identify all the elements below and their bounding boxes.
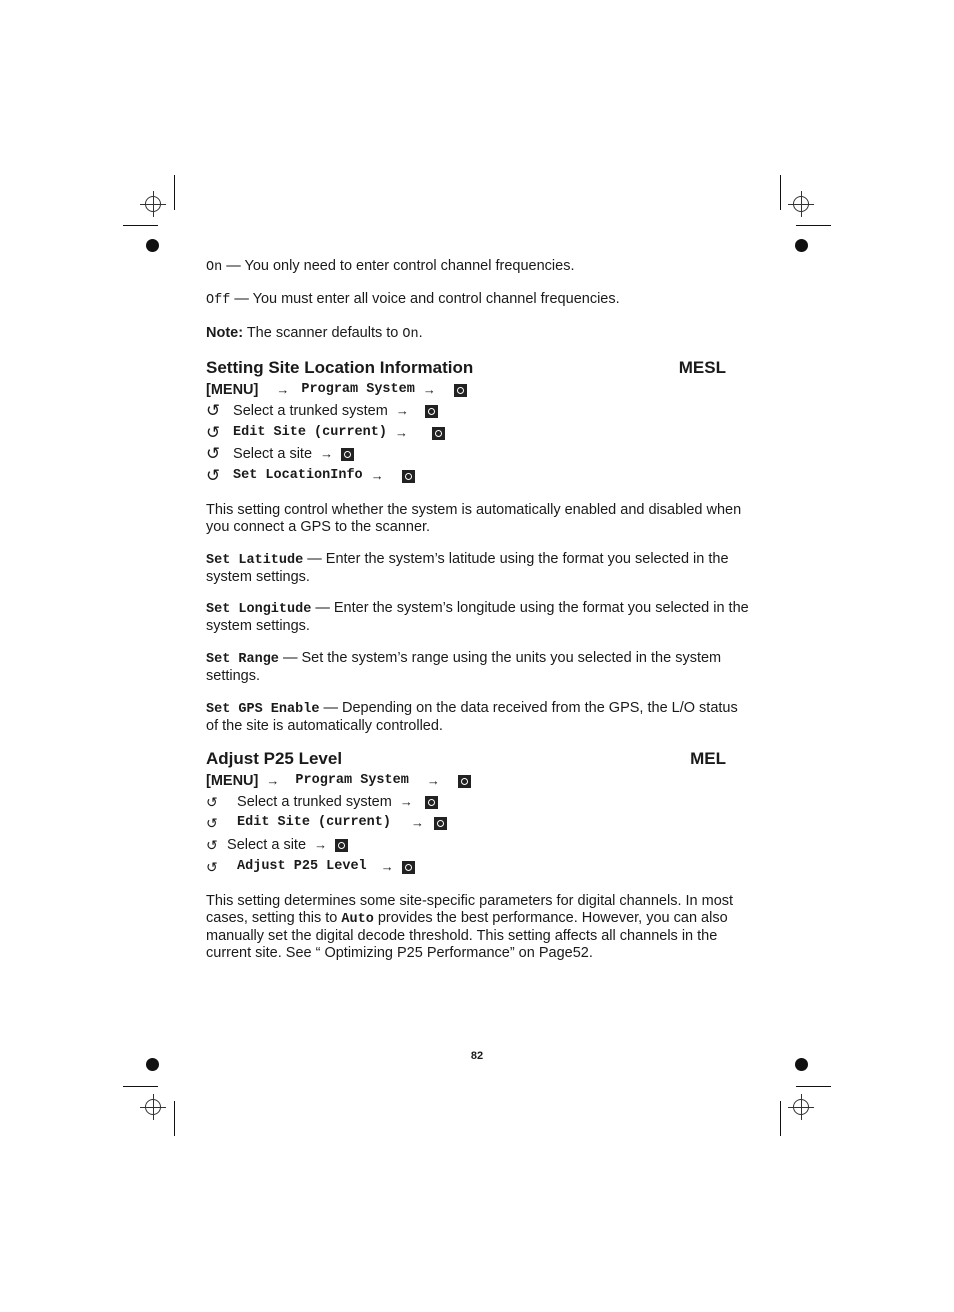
menu-shortcut-code: MESL bbox=[678, 358, 726, 377]
step-adjust-p25-label: Adjust P25 Level bbox=[237, 859, 367, 875]
section-title: Adjust P25 Level bbox=[206, 749, 343, 768]
option-on bbox=[206, 258, 751, 276]
item-code: Set Range bbox=[206, 652, 279, 667]
menu-key: [MENU] bbox=[206, 382, 259, 399]
rotate-knob-icon: ↺ bbox=[206, 466, 221, 486]
option-on-text: — You only need to enter control channel frequencies. bbox=[222, 258, 575, 274]
arrow-right-icon: → bbox=[395, 403, 409, 419]
step-menu bbox=[206, 380, 467, 400]
note-label: Note: bbox=[206, 325, 244, 341]
select-button-icon bbox=[454, 384, 467, 397]
note-end: . bbox=[418, 325, 423, 341]
step-edit-site bbox=[206, 423, 445, 443]
arrow-right-icon: → bbox=[276, 382, 290, 398]
rotate-knob-icon: ↺ bbox=[206, 444, 221, 464]
menu-key: [MENU] bbox=[206, 773, 259, 790]
note-text: The scanner defaults to bbox=[243, 325, 403, 341]
step-select-trunked-label: Select a trunked system bbox=[237, 794, 392, 811]
section1-intro: This setting control whether the system is automatically enabled and disabled when you connect a GPS to the scanner. bbox=[206, 502, 742, 535]
option-off-code: Off bbox=[206, 293, 231, 308]
registration-mark-top-left bbox=[145, 196, 161, 212]
select-button-icon bbox=[434, 817, 447, 830]
para-text-b: provides the best performance. However, you can also manually set the digital decode threshold. This setting affects all channels in the current site. See “ Optimizing P25 Performance” on Page52. bbox=[206, 910, 728, 961]
step-select-site bbox=[206, 444, 354, 464]
step-select-site-label: Select a site bbox=[227, 837, 307, 854]
select-button-icon bbox=[341, 448, 354, 461]
step-edit-site bbox=[206, 813, 447, 833]
item-code: Set Latitude bbox=[206, 553, 304, 568]
registration-mark-bottom-right bbox=[793, 1099, 809, 1115]
crop-line-top-right-h bbox=[796, 225, 831, 226]
item-set-gps-enable bbox=[206, 700, 751, 735]
step-select-trunked-label: Select a trunked system bbox=[233, 403, 388, 420]
arrow-right-icon: → bbox=[422, 382, 436, 398]
select-button-icon bbox=[458, 775, 471, 788]
option-off-text: — You must enter all voice and control channel frequencies. bbox=[230, 291, 620, 307]
option-off bbox=[206, 291, 751, 309]
registration-mark-top-right bbox=[793, 196, 809, 212]
section-title: Setting Site Location Information bbox=[206, 358, 474, 377]
registration-dot-top-right bbox=[795, 239, 808, 252]
arrow-right-icon: → bbox=[426, 773, 440, 789]
select-button-icon bbox=[425, 796, 438, 809]
select-button-icon bbox=[335, 839, 348, 852]
arrow-right-icon: → bbox=[380, 859, 394, 875]
registration-dot-top-left bbox=[146, 239, 159, 252]
step-select-trunked bbox=[206, 401, 438, 421]
para-text-a: This setting determines some site-specific parameters for digital channels. In most cases, setting this to bbox=[206, 893, 734, 926]
step-select-site bbox=[206, 835, 348, 855]
item-set-range bbox=[206, 650, 751, 685]
crop-line-bottom-left-h bbox=[123, 1086, 158, 1087]
step-edit-site-label: Edit Site (current) bbox=[233, 425, 387, 441]
select-button-icon bbox=[402, 470, 415, 483]
step-menu bbox=[206, 771, 471, 791]
crop-line-top-left-h bbox=[123, 225, 158, 226]
crop-line-bottom-right-v bbox=[780, 1101, 781, 1136]
registration-mark-bottom-left bbox=[145, 1099, 161, 1115]
option-on-code: On bbox=[206, 260, 223, 275]
note-code: On bbox=[402, 327, 419, 342]
arrow-right-icon: → bbox=[370, 468, 384, 484]
step-program-system: Program System bbox=[295, 773, 409, 789]
step-adjust-p25 bbox=[206, 857, 415, 877]
arrow-right-icon: → bbox=[399, 794, 413, 810]
para-code-auto: Auto bbox=[341, 912, 374, 927]
step-select-site-label: Select a site bbox=[233, 446, 313, 463]
item-set-latitude bbox=[206, 551, 751, 586]
arrow-right-icon: → bbox=[314, 837, 328, 853]
step-edit-site-label: Edit Site (current) bbox=[237, 815, 391, 831]
arrow-right-icon: → bbox=[320, 446, 334, 462]
menu-shortcut-code: MEL bbox=[690, 749, 726, 768]
arrow-right-icon: → bbox=[395, 425, 408, 441]
step-select-trunked bbox=[206, 792, 438, 812]
crop-line-top-right-v bbox=[780, 175, 781, 210]
arrow-right-icon: → bbox=[266, 773, 280, 789]
page-number: 82 bbox=[470, 1050, 484, 1062]
rotate-knob-icon: ↺ bbox=[206, 815, 218, 832]
section-heading-adjust-p25 bbox=[206, 749, 726, 769]
item-text: — Set the system’s range using the units you selected in the system settings. bbox=[206, 650, 722, 684]
crop-line-top-left-v bbox=[174, 175, 175, 210]
rotate-knob-icon: ↺ bbox=[206, 423, 221, 443]
step-program-system: Program System bbox=[301, 382, 415, 398]
select-button-icon bbox=[425, 405, 438, 418]
item-code: Set GPS Enable bbox=[206, 702, 320, 717]
item-text: — Depending on the data received from the GPS, the L/O status of the site is automatically controlled. bbox=[206, 700, 738, 734]
select-button-icon bbox=[432, 427, 445, 440]
step-set-location-label: Set LocationInfo bbox=[233, 468, 363, 484]
arrow-right-icon: → bbox=[411, 815, 424, 831]
select-button-icon bbox=[402, 861, 415, 874]
rotate-knob-icon: ↺ bbox=[206, 859, 218, 876]
step-set-location bbox=[206, 466, 415, 486]
item-set-longitude bbox=[206, 600, 751, 635]
crop-line-bottom-right-h bbox=[796, 1086, 831, 1087]
rotate-knob-icon: ↺ bbox=[206, 837, 218, 854]
section-heading-site-location bbox=[206, 358, 726, 378]
section2-paragraph bbox=[206, 893, 751, 962]
item-text: — Enter the system’s latitude using the format you selected in the system settings. bbox=[206, 551, 729, 585]
note bbox=[206, 325, 751, 343]
crop-line-bottom-left-v bbox=[174, 1101, 175, 1136]
rotate-knob-icon: ↺ bbox=[206, 794, 218, 811]
rotate-knob-icon: ↺ bbox=[206, 401, 221, 421]
item-code: Set Longitude bbox=[206, 602, 312, 617]
item-text: — Enter the system’s longitude using the format you selected in the system settings. bbox=[206, 600, 749, 634]
